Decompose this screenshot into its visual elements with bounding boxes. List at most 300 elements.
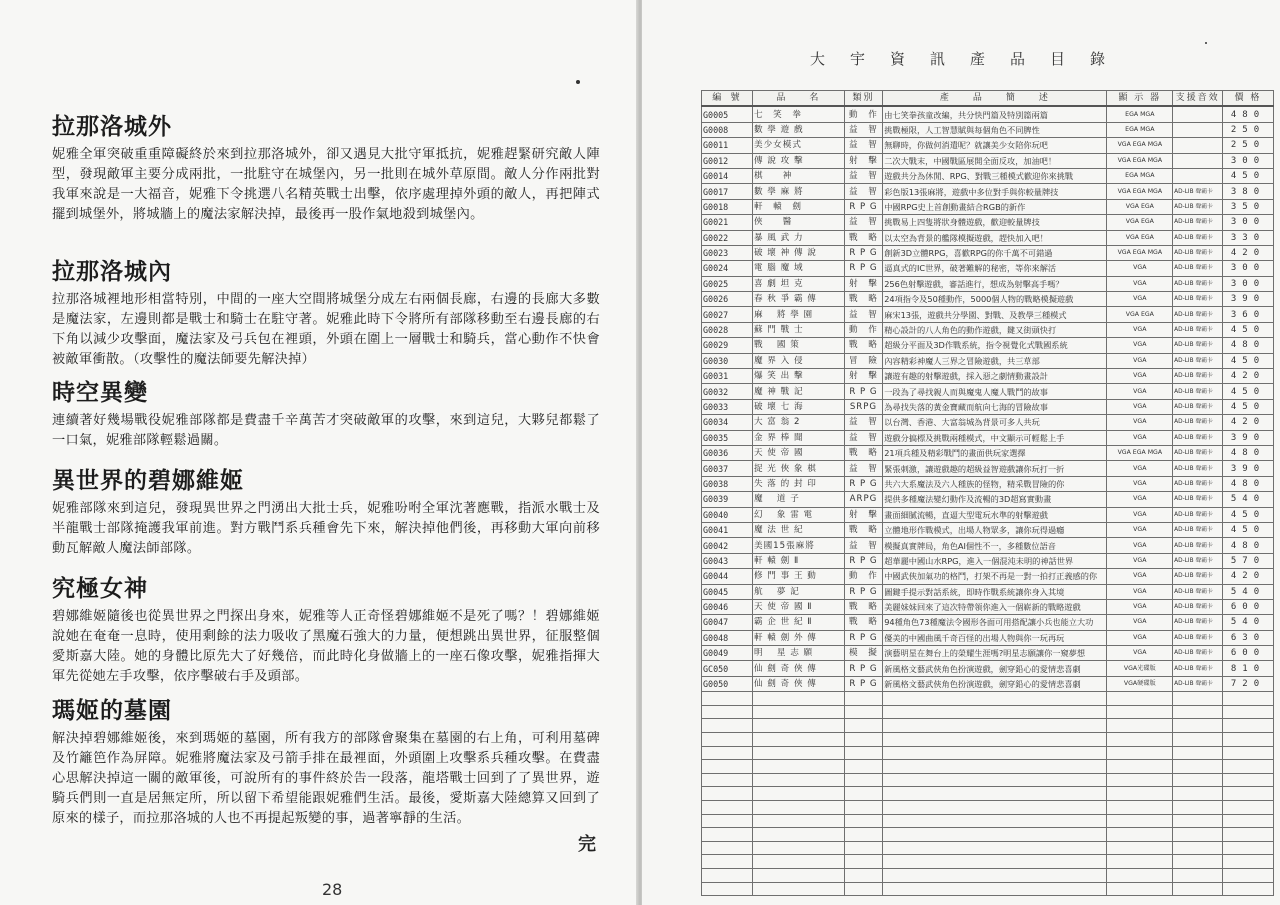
product-description: 立體地形作戰模式，出場人物眾多，讓你玩得過癮: [883, 522, 1107, 537]
product-display: VGA光碟版: [1107, 661, 1173, 676]
product-name: 大 富 翁 2: [752, 415, 844, 430]
product-display: VGA: [1107, 384, 1173, 399]
empty-cell: [883, 882, 1107, 896]
product-price: 540: [1222, 584, 1273, 599]
product-display: VGA EGA: [1107, 199, 1173, 214]
product-sound: AD-LIB 聲霸卡: [1173, 230, 1223, 245]
product-name: 數 學 遊 戲: [752, 122, 844, 137]
empty-table-row: [702, 882, 1274, 896]
product-sound: AD-LIB 聲霸卡: [1173, 430, 1223, 445]
section-body: 碧娜維姬隨後也從異世界之門探出身來，妮雅等人正奇怪碧娜維姬不是死了嗎？！碧娜維姬說她在奄奄一息時，使用剩餘的法力吸收了黑魔石強大的力量，便想跳出異世界，征服整個愛斯嘉大陸。她的身體比原先大了好幾倍，而此時化身做牆上的一座石像攻擊，妮雅指揮大軍先從她左手攻擊，依序擊破右手及頭部。: [52, 609, 600, 684]
product-sound: AD-LIB 聲霸卡: [1173, 476, 1223, 491]
product-name: 霸 企 世 紀 Ⅱ: [752, 615, 844, 630]
section-body: 妮雅全軍突破重重障礙終於來到拉那洛城外，卻又遇見大批守軍抵抗，妮雅趕緊研究敵人陣型，發現敵軍主要分成兩批，一批駐守在城堡內，另一批則在城外草原間。敵人分作兩批對我軍來說是一大福音，妮雅下令挑選八名精英戰士出擊，依序處理掉外頭的敵人，再把陣式擺到城堡外，將城牆上的魔法家解決掉，最後再一股作氣地殺到城堡內。: [52, 147, 600, 222]
product-name: 幻 象 雷 電: [752, 507, 844, 522]
table-row: [702, 538, 1274, 553]
product-description: 彩色版13張麻將，遊戲中多位對手與你較量牌技: [883, 184, 1107, 199]
product-category: 動 作: [844, 322, 883, 337]
product-description: 一段為了尋找親人而與魔鬼人魔人戰鬥的故事: [883, 384, 1107, 399]
empty-cell: [883, 719, 1107, 733]
product-name: 軒 轅 劍 外 傳: [752, 630, 844, 645]
section-heading: 究極女神: [52, 576, 148, 602]
product-sound: AD-LIB 聲霸卡: [1173, 322, 1223, 337]
product-name: 破 壞 神 傳 說: [752, 245, 844, 260]
product-name: 天 使 帝 國: [752, 445, 844, 460]
product-name: 破 壞 七 海: [752, 399, 844, 414]
empty-table-row: [702, 733, 1274, 747]
product-category: R P G: [844, 476, 883, 491]
product-display: EGA MGA: [1107, 168, 1173, 183]
product-price: 390: [1222, 430, 1273, 445]
ink-speck: [576, 80, 580, 84]
product-display: VGA: [1107, 415, 1173, 430]
product-code: G0028: [702, 322, 753, 337]
product-display: VGA EGA: [1107, 230, 1173, 245]
walkthrough-section: [52, 253, 600, 370]
empty-cell: [1173, 868, 1223, 882]
product-sound: AD-LIB 聲霸卡: [1173, 261, 1223, 276]
empty-cell: [702, 733, 753, 747]
product-category: 戰 略: [844, 338, 883, 353]
product-code: G0050: [702, 676, 753, 691]
empty-cell: [883, 692, 1107, 706]
product-sound: AD-LIB 聲霸卡: [1173, 507, 1223, 522]
table-row: [702, 292, 1274, 307]
empty-cell: [1173, 719, 1223, 733]
empty-cell: [1107, 800, 1173, 814]
empty-cell: [752, 868, 844, 882]
product-sound: AD-LIB 聲霸卡: [1173, 353, 1223, 368]
empty-cell: [1222, 746, 1273, 760]
empty-cell: [1173, 692, 1223, 706]
section-heading: 拉那洛城內: [52, 259, 172, 285]
table-row: [702, 415, 1274, 430]
empty-cell: [844, 692, 883, 706]
table-row: [702, 492, 1274, 507]
product-display: VGA: [1107, 353, 1173, 368]
product-display: EGA MGA: [1107, 106, 1173, 122]
product-catalog-table: [701, 90, 1274, 896]
product-category: 冒 險: [844, 353, 883, 368]
product-name: 美國15張麻將: [752, 538, 844, 553]
product-display: VGA EGA MGA: [1107, 153, 1173, 168]
product-price: 450: [1222, 168, 1273, 183]
product-description: 超華麗中國山水RPG，進入一個混沌未明的神話世界: [883, 553, 1107, 568]
product-category: R P G: [844, 199, 883, 214]
empty-cell: [883, 828, 1107, 842]
product-sound: AD-LIB 聲霸卡: [1173, 584, 1223, 599]
product-sound: AD-LIB 聲霸卡: [1173, 615, 1223, 630]
empty-table-row: [702, 868, 1274, 882]
product-description: 優美的中國曲風千奇百怪的出場人物與你一玩再玩: [883, 630, 1107, 645]
table-row: [702, 322, 1274, 337]
empty-cell: [883, 841, 1107, 855]
product-description: 以台灣、香港、大富翁城為背景可多人共玩: [883, 415, 1107, 430]
empty-cell: [1107, 841, 1173, 855]
empty-cell: [752, 733, 844, 747]
empty-cell: [844, 868, 883, 882]
empty-cell: [1173, 787, 1223, 801]
product-display: VGA EGA: [1107, 307, 1173, 322]
product-code: G0037: [702, 461, 753, 476]
empty-cell: [1222, 692, 1273, 706]
empty-cell: [1222, 787, 1273, 801]
header-description: 產 品 簡 述: [883, 91, 1107, 107]
product-code: G0023: [702, 245, 753, 260]
empty-table-row: [702, 760, 1274, 774]
product-sound: [1173, 106, 1223, 122]
product-code: G0034: [702, 415, 753, 430]
product-name: 傳 說 攻 擊: [752, 153, 844, 168]
product-display: VGA: [1107, 369, 1173, 384]
end-mark: 完: [578, 834, 596, 855]
product-price: 300: [1222, 276, 1273, 291]
product-category: 戰 略: [844, 522, 883, 537]
product-price: 480: [1222, 538, 1273, 553]
product-category: R P G: [844, 261, 883, 276]
empty-cell: [1107, 719, 1173, 733]
empty-cell: [752, 787, 844, 801]
product-sound: AD-LIB 聲霸卡: [1173, 292, 1223, 307]
product-code: G0030: [702, 353, 753, 368]
product-code: G0008: [702, 122, 753, 137]
product-name: 失 落 的 封 印: [752, 476, 844, 491]
product-display: VGA EGA MGA: [1107, 245, 1173, 260]
product-category: R P G: [844, 584, 883, 599]
table-row: [702, 199, 1274, 214]
product-code: G0044: [702, 569, 753, 584]
empty-cell: [883, 746, 1107, 760]
product-sound: AD-LIB 聲霸卡: [1173, 399, 1223, 414]
product-code: G0027: [702, 307, 753, 322]
empty-cell: [844, 882, 883, 896]
product-price: 350: [1222, 199, 1273, 214]
product-price: 540: [1222, 492, 1273, 507]
table-row: [702, 230, 1274, 245]
product-sound: AD-LIB 聲霸卡: [1173, 569, 1223, 584]
header-code: 編 號: [702, 91, 753, 107]
empty-cell: [1173, 800, 1223, 814]
product-price: 450: [1222, 384, 1273, 399]
product-display: VGA: [1107, 507, 1173, 522]
product-price: 450: [1222, 322, 1273, 337]
product-description: 遊戲分搞標及挑戰兩種模式，中文顯示可輕鬆上手: [883, 430, 1107, 445]
product-display: VGA: [1107, 646, 1173, 661]
table-row: [702, 338, 1274, 353]
empty-cell: [1107, 814, 1173, 828]
product-sound: AD-LIB 聲霸卡: [1173, 492, 1223, 507]
product-sound: AD-LIB 聲霸卡: [1173, 338, 1223, 353]
left-page: [0, 0, 638, 905]
product-price: 300: [1222, 215, 1273, 230]
product-code: G0038: [702, 476, 753, 491]
product-name: 軒 轅 劍: [752, 199, 844, 214]
empty-cell: [1173, 733, 1223, 747]
product-sound: AD-LIB 聲霸卡: [1173, 630, 1223, 645]
empty-cell: [702, 855, 753, 869]
empty-cell: [1222, 773, 1273, 787]
product-code: G0049: [702, 646, 753, 661]
product-code: G0035: [702, 430, 753, 445]
empty-cell: [1222, 814, 1273, 828]
product-category: 動 作: [844, 569, 883, 584]
product-price: 570: [1222, 553, 1273, 568]
empty-cell: [1173, 746, 1223, 760]
empty-cell: [702, 814, 753, 828]
product-category: 射 擊: [844, 369, 883, 384]
product-description: 逼真式的IC世界，破著難解的秘密，等你來解活: [883, 261, 1107, 276]
empty-cell: [752, 841, 844, 855]
product-display: VGA EGA: [1107, 215, 1173, 230]
product-category: R P G: [844, 661, 883, 676]
product-display: VGA: [1107, 538, 1173, 553]
section-body: 解決掉碧娜維姬後，來到瑪姬的墓園，所有我方的部隊會聚集在墓園的右上角，可利用墓碑及竹籬笆作為屏障。妮雅將魔法家及弓箭手排在最裡面，外頭圍上攻擊系兵種攻擊。在費盡心思解決掉這一關的敵軍後，可說所有的事件終於告一段落，龍塔戰士回到了了異世界，遊騎兵們則一直是居無定所，所以留下希望能跟妮雅們生活。最後，愛斯嘉大陸總算又回到了原來的樣子，而拉那洛城的人也不再提起叛變的事，過著寧靜的生活。: [52, 731, 600, 826]
empty-cell: [752, 719, 844, 733]
empty-cell: [844, 746, 883, 760]
empty-table-row: [702, 692, 1274, 706]
product-code: G0024: [702, 261, 753, 276]
empty-cell: [1222, 855, 1273, 869]
table-row: [702, 168, 1274, 183]
product-price: 810: [1222, 661, 1273, 676]
product-description: 圖鍵手提示對話系統，即時作戰系統讓你身入其境: [883, 584, 1107, 599]
product-sound: [1173, 153, 1223, 168]
product-name: 棋 神: [752, 168, 844, 183]
product-category: R P G: [844, 384, 883, 399]
table-row: [702, 615, 1274, 630]
empty-cell: [1107, 692, 1173, 706]
empty-cell: [844, 760, 883, 774]
header-display: 顯 示 器: [1107, 91, 1173, 107]
product-price: 330: [1222, 230, 1273, 245]
table-row: [702, 461, 1274, 476]
product-name: 魔 法 世 紀: [752, 522, 844, 537]
table-row: [702, 353, 1274, 368]
empty-cell: [1107, 868, 1173, 882]
product-category: 益 智: [844, 538, 883, 553]
product-category: 益 智: [844, 215, 883, 230]
empty-cell: [702, 692, 753, 706]
product-code: G0012: [702, 153, 753, 168]
header-sound: 支援音效: [1173, 91, 1223, 107]
product-display: VGA: [1107, 492, 1173, 507]
product-code: G0022: [702, 230, 753, 245]
table-row: [702, 153, 1274, 168]
empty-cell: [1107, 773, 1173, 787]
product-price: 380: [1222, 184, 1273, 199]
empty-cell: [752, 828, 844, 842]
empty-cell: [883, 773, 1107, 787]
product-code: G0047: [702, 615, 753, 630]
table-row: [702, 584, 1274, 599]
product-code: G0033: [702, 399, 753, 414]
product-name: 魔 神 戰 記: [752, 384, 844, 399]
product-sound: [1173, 168, 1223, 183]
table-row: [702, 430, 1274, 445]
product-display: VGA: [1107, 322, 1173, 337]
product-name: 俠 醫: [752, 215, 844, 230]
table-row: [702, 476, 1274, 491]
empty-cell: [844, 705, 883, 719]
table-row: [702, 369, 1274, 384]
product-price: 300: [1222, 261, 1273, 276]
product-price: 600: [1222, 599, 1273, 614]
table-row: [702, 184, 1274, 199]
product-description: 麻宋13張，遊戲共分學園、對戰、及教學三種模式: [883, 307, 1107, 322]
product-display: VGA: [1107, 569, 1173, 584]
table-row: [702, 122, 1274, 137]
empty-cell: [1107, 746, 1173, 760]
product-description: 為尋找失落的黃金寶藏而航向七海的冒險故事: [883, 399, 1107, 414]
empty-cell: [1222, 800, 1273, 814]
product-sound: AD-LIB 聲霸卡: [1173, 215, 1223, 230]
empty-cell: [702, 773, 753, 787]
empty-cell: [1173, 773, 1223, 787]
section-body: 連續著好幾場戰役妮雅部隊都是費盡千辛萬苦才突破敵軍的攻擊，來到這兒，大夥兒都鬆了一口氣，妮雅部隊輕鬆過關。: [52, 413, 600, 448]
empty-cell: [844, 814, 883, 828]
empty-cell: [1107, 733, 1173, 747]
empty-table-row: [702, 746, 1274, 760]
table-row: [702, 138, 1274, 153]
product-description: 21項兵種及精彩戰鬥的畫面供玩家選擇: [883, 445, 1107, 460]
product-sound: AD-LIB 聲霸卡: [1173, 445, 1223, 460]
table-row: [702, 307, 1274, 322]
empty-cell: [702, 705, 753, 719]
product-sound: AD-LIB 聲霸卡: [1173, 599, 1223, 614]
product-price: 250: [1222, 138, 1273, 153]
empty-table-row: [702, 787, 1274, 801]
product-description: 精心設計的八人角色的動作遊戲，鍵又街頭快打: [883, 322, 1107, 337]
product-name: 暴 風 武 力: [752, 230, 844, 245]
product-code: G0018: [702, 199, 753, 214]
product-name: 麻 將 學 園: [752, 307, 844, 322]
product-description: 讓遊有趣的射擊遊戲，採入惡之劇情動畫設計: [883, 369, 1107, 384]
product-category: 射 擊: [844, 153, 883, 168]
product-name: 戰 國 策: [752, 338, 844, 353]
product-code: G0026: [702, 292, 753, 307]
product-sound: AD-LIB 聲霸卡: [1173, 538, 1223, 553]
empty-cell: [1173, 828, 1223, 842]
product-name: 仙 劍 奇 俠 傳: [752, 676, 844, 691]
page-number: 28: [322, 880, 343, 899]
table-row: [702, 215, 1274, 230]
product-price: 420: [1222, 569, 1273, 584]
section-heading: 異世界的碧娜維姬: [52, 468, 244, 494]
product-display: VGA: [1107, 399, 1173, 414]
empty-cell: [702, 828, 753, 842]
product-code: G0036: [702, 445, 753, 460]
table-row: [702, 276, 1274, 291]
walkthrough-section: [52, 374, 600, 451]
product-display: VGA: [1107, 461, 1173, 476]
product-price: 480: [1222, 106, 1273, 122]
product-code: G0040: [702, 507, 753, 522]
product-code: G0029: [702, 338, 753, 353]
empty-cell: [844, 855, 883, 869]
empty-table-row: [702, 800, 1274, 814]
product-price: 600: [1222, 646, 1273, 661]
empty-cell: [702, 719, 753, 733]
empty-cell: [883, 787, 1107, 801]
product-code: G0014: [702, 168, 753, 183]
product-code: G0031: [702, 369, 753, 384]
empty-cell: [1107, 787, 1173, 801]
product-description: 模擬真實牌局，角色AI個性不一，多種數位語音: [883, 538, 1107, 553]
product-description: 畫面細膩流暢，直逼大型電玩水準的射擊遊戲: [883, 507, 1107, 522]
empty-cell: [702, 746, 753, 760]
empty-cell: [1222, 868, 1273, 882]
empty-table-row: [702, 773, 1274, 787]
product-price: 420: [1222, 245, 1273, 260]
product-sound: AD-LIB 聲霸卡: [1173, 307, 1223, 322]
product-sound: AD-LIB 聲霸卡: [1173, 646, 1223, 661]
product-name: 春 秋 爭 霸 傳: [752, 292, 844, 307]
empty-cell: [883, 814, 1107, 828]
product-display: VGA: [1107, 476, 1173, 491]
empty-cell: [1222, 733, 1273, 747]
product-description: 二次大戰末，中國戰區展開全面反攻，加油吧！: [883, 153, 1107, 168]
empty-cell: [752, 692, 844, 706]
product-price: 360: [1222, 307, 1273, 322]
product-display: VGA EGA MGA: [1107, 138, 1173, 153]
product-sound: AD-LIB 聲霸卡: [1173, 415, 1223, 430]
product-code: G0046: [702, 599, 753, 614]
empty-cell: [752, 800, 844, 814]
product-sound: AD-LIB 聲霸卡: [1173, 184, 1223, 199]
product-description: 超級分平面及3D作戰系統，指令視覺化式戰國系統: [883, 338, 1107, 353]
product-category: R P G: [844, 676, 883, 691]
product-code: G0048: [702, 630, 753, 645]
empty-cell: [752, 882, 844, 896]
catalog-title: 大宇資訊產品目錄: [810, 50, 1131, 68]
empty-cell: [844, 733, 883, 747]
product-sound: [1173, 122, 1223, 137]
header-category: 類別: [844, 91, 883, 107]
product-description: 由七笑拳孩童改編，共分快門篇及特別篇兩篇: [883, 106, 1107, 122]
product-code: G0042: [702, 538, 753, 553]
product-category: 益 智: [844, 430, 883, 445]
walkthrough-section: [52, 108, 600, 225]
walkthrough-section: [52, 692, 600, 829]
product-code: G0021: [702, 215, 753, 230]
product-name: 修 門 事 王 動: [752, 569, 844, 584]
product-display: EGA MGA: [1107, 122, 1173, 137]
product-price: 250: [1222, 122, 1273, 137]
product-description: 緊張刺激，讓遊戲趣的超級益智遊戲讓你玩打一折: [883, 461, 1107, 476]
table-row: [702, 553, 1274, 568]
product-name: 爆 笑 出 擊: [752, 369, 844, 384]
product-name: 七 笑 拳: [752, 106, 844, 122]
product-category: 益 智: [844, 461, 883, 476]
empty-cell: [1107, 855, 1173, 869]
product-name: 數 學 麻 將: [752, 184, 844, 199]
product-display: VGA: [1107, 276, 1173, 291]
header-price: 價 格: [1222, 91, 1273, 107]
empty-cell: [702, 882, 753, 896]
product-description: 創新3D立體RPG，喜歡RPG的你千萬不可錯過: [883, 245, 1107, 260]
product-category: 射 擊: [844, 276, 883, 291]
empty-cell: [752, 773, 844, 787]
table-row: [702, 661, 1274, 676]
product-display: VGA EGA MGA: [1107, 445, 1173, 460]
product-display: VGA: [1107, 430, 1173, 445]
product-price: 450: [1222, 353, 1273, 368]
empty-table-row: [702, 705, 1274, 719]
empty-cell: [1222, 882, 1273, 896]
product-price: 720: [1222, 676, 1273, 691]
product-category: 戰 略: [844, 599, 883, 614]
product-sound: AD-LIB 聲霸卡: [1173, 276, 1223, 291]
